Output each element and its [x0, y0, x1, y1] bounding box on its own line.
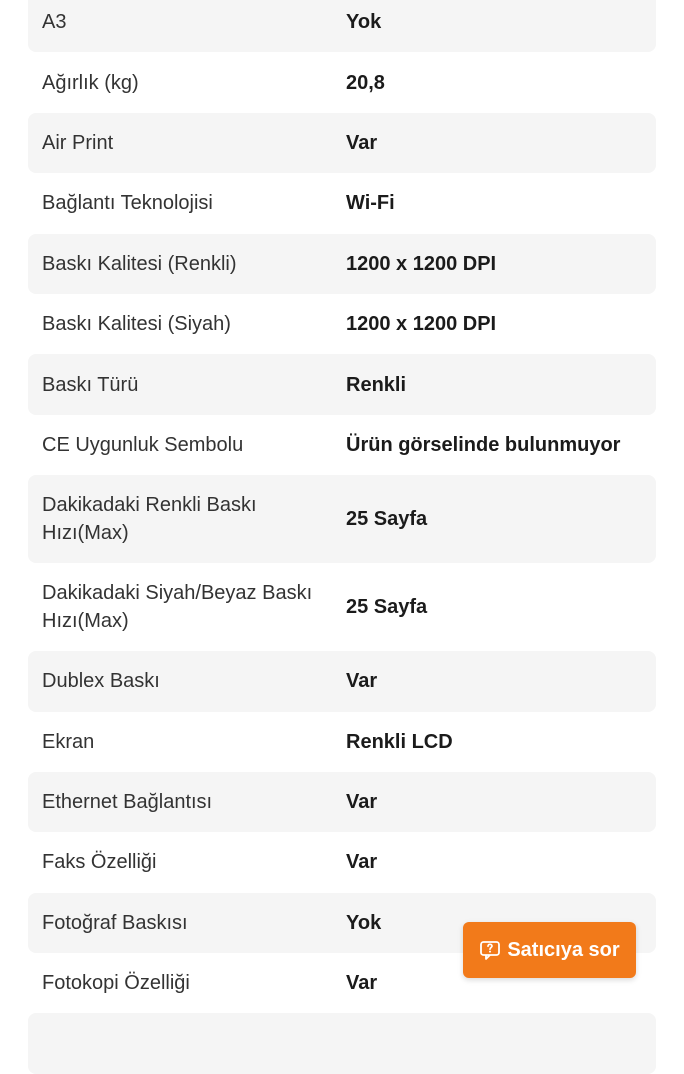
spec-row [28, 415, 656, 475]
spec-value: Yok [346, 911, 382, 934]
spec-value: Renkli LCD [346, 730, 453, 753]
spec-row [28, 173, 656, 233]
spec-value: 25 Sayfa [346, 508, 428, 531]
spec-row [28, 294, 656, 354]
spec-value: Yok [346, 11, 382, 34]
spec-value: 20,8 [346, 71, 385, 94]
spec-label: Ethernet Bağlantısı [42, 791, 213, 814]
spec-value: Var [346, 972, 378, 995]
spec-row [28, 712, 656, 772]
product-specs-list [28, 0, 656, 1074]
spec-row [28, 52, 656, 112]
spec-value: Ürün görselinde bulunmuyor [346, 433, 621, 456]
spec-row [28, 563, 656, 651]
spec-value: Var [346, 670, 378, 693]
question-chat-icon [479, 939, 501, 961]
spec-value: Var [346, 851, 378, 874]
spec-label: Fotoğraf Baskısı [42, 911, 188, 934]
spec-row [28, 832, 656, 892]
spec-value: Wi-Fi [346, 192, 395, 215]
spec-label: Ağırlık (kg) [42, 71, 139, 94]
spec-row [28, 772, 656, 832]
spec-value: Var [346, 131, 378, 154]
spec-row [28, 354, 656, 414]
spec-label: Dakikadaki Siyah/Beyaz Baskı Hızı(Max) [42, 582, 313, 633]
spec-label: A3 [42, 11, 67, 34]
spec-value: 1200 x 1200 DPI [346, 313, 497, 336]
spec-row [28, 475, 656, 563]
spec-row [28, 113, 656, 173]
spec-value: 25 Sayfa [346, 596, 428, 619]
spec-row [28, 1013, 656, 1073]
spec-label: Baskı Kalitesi (Siyah) [42, 313, 231, 336]
spec-label: Dakikadaki Renkli Baskı Hızı(Max) [42, 494, 257, 545]
spec-row [28, 651, 656, 711]
spec-row [28, 234, 656, 294]
spec-label: Ekran [42, 730, 95, 753]
spec-label: Bağlantı Teknolojisi [42, 192, 213, 215]
spec-value: Var [346, 791, 378, 814]
spec-label: Dublex Baskı [42, 670, 160, 693]
spec-label: Faks Özelliği [42, 851, 157, 874]
spec-label: Baskı Türü [42, 373, 139, 396]
spec-label: Baskı Kalitesi (Renkli) [42, 252, 237, 275]
spec-label: Fotokopi Özelliği [42, 972, 190, 995]
spec-label: Air Print [42, 131, 114, 154]
ask-seller-button[interactable] [463, 922, 636, 978]
spec-value: Renkli [346, 373, 407, 396]
ask-seller-label: Satıcıya sor [507, 938, 620, 961]
spec-row [28, 0, 656, 52]
spec-label: CE Uygunluk Sembolu [42, 433, 244, 456]
spec-value: 1200 x 1200 DPI [346, 252, 497, 275]
